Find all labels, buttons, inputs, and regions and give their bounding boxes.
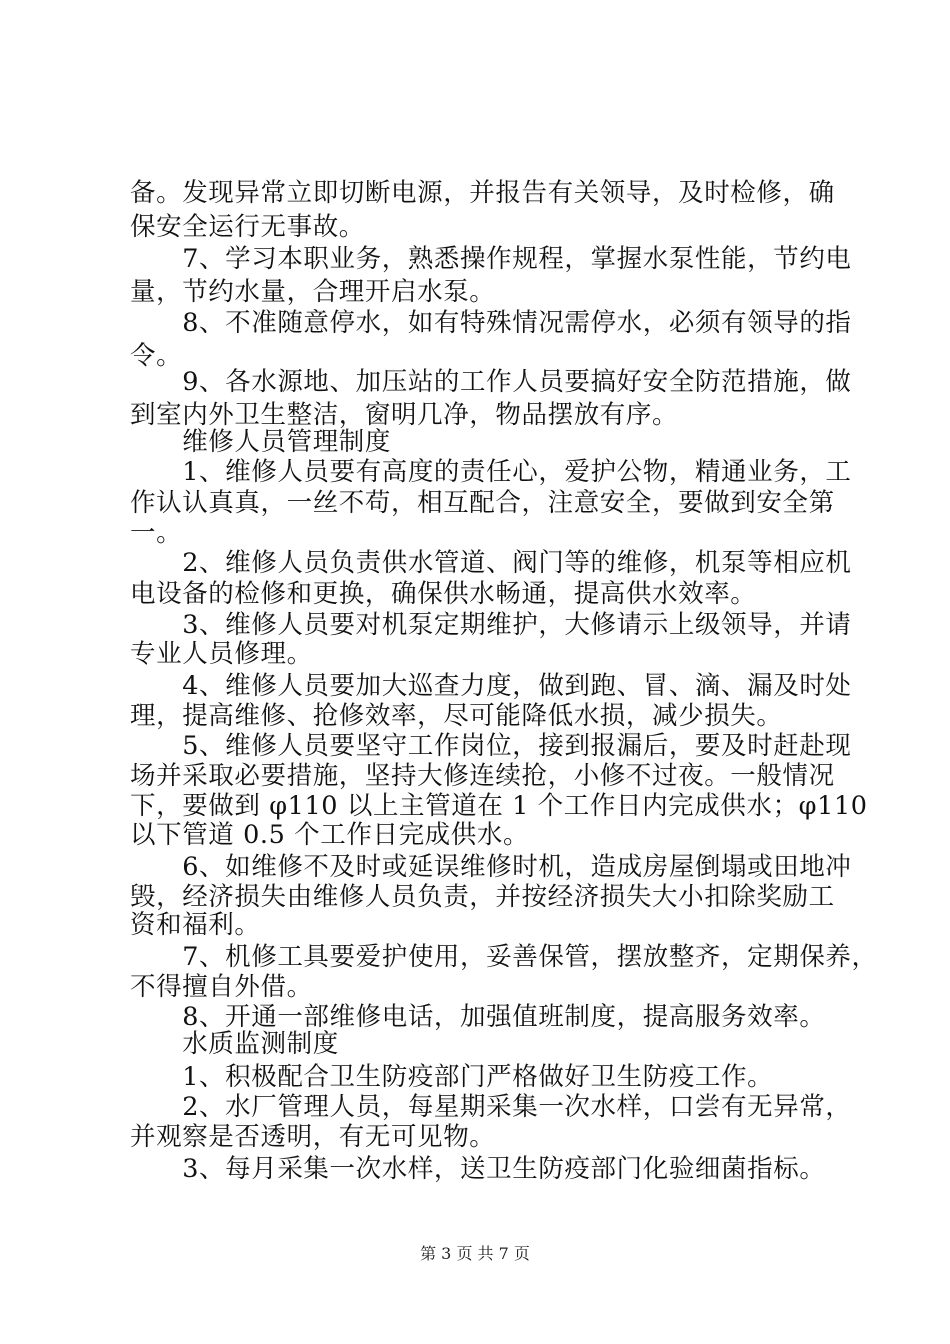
body-text-line: 4、维修人员要加大巡查力度，做到跑、冒、滴、漏及时处 bbox=[130, 671, 852, 701]
section-heading: 水质监测制度 bbox=[130, 1029, 339, 1059]
body-text-line: 场并采取必要措施，坚持大修连续抢，小修不过夜。一般情况 bbox=[130, 761, 835, 791]
body-text-line: 6、如维修不及时或延误维修时机，造成房屋倒塌或田地冲 bbox=[130, 852, 852, 882]
body-text-line: 作认认真真，一丝不苟，相互配合，注意安全，要做到安全第 bbox=[130, 488, 835, 518]
body-text-line: 1、维修人员要有高度的责任心，爱护公物，精通业务，工 bbox=[130, 457, 852, 487]
section-heading: 维修人员管理制度 bbox=[130, 427, 392, 457]
body-text-line: 1、积极配合卫生防疫部门严格做好卫生防疫工作。 bbox=[130, 1062, 774, 1092]
body-text-line: 2、维修人员负责供水管道、阀门等的维修，机泵等相应机 bbox=[130, 548, 852, 578]
body-text-line: 7、学习本职业务，熟悉操作规程，掌握水泵性能，节约电 bbox=[130, 244, 852, 274]
body-text-line: 并观察是否透明，有无可见物。 bbox=[130, 1122, 496, 1152]
body-text-line: 令。 bbox=[130, 341, 183, 371]
body-text-line: 量，节约水量，合理开启水泵。 bbox=[130, 277, 496, 307]
body-text-line: 毁，经济损失由维修人员负责，并按经济损失大小扣除奖励工 bbox=[130, 882, 835, 912]
body-text-line: 理，提高维修、抢修效率，尽可能降低水损，减少损失。 bbox=[130, 701, 783, 731]
body-text-line: 备。发现异常立即切断电源，并报告有关领导，及时检修，确 bbox=[130, 178, 835, 208]
body-text-line: 8、开通一部维修电话，加强值班制度，提高服务效率。 bbox=[130, 1002, 826, 1032]
body-text-line: 2、水厂管理人员，每星期采集一次水样，口尝有无异常， bbox=[130, 1092, 852, 1122]
body-text-line: 7、机修工具要爱护使用，妥善保管，摆放整齐，定期保养， bbox=[130, 942, 878, 972]
body-text-line: 以下管道 0.5 个工作日完成供水。 bbox=[130, 820, 530, 850]
body-text-line: 9、各水源地、加压站的工作人员要搞好安全防范措施，做 bbox=[130, 367, 852, 397]
body-text-line: 3、每月采集一次水样，送卫生防疫部门化验细菌指标。 bbox=[130, 1154, 826, 1184]
body-text-line: 电设备的检修和更换，确保供水畅通，提高供水效率。 bbox=[130, 579, 757, 609]
body-text-line: 3、维修人员要对机泵定期维护，大修请示上级领导，并请 bbox=[130, 610, 852, 640]
body-text-line: 一。 bbox=[130, 518, 183, 548]
body-text-line: 不得擅自外借。 bbox=[130, 972, 313, 1002]
body-text-line: 到室内外卫生整洁，窗明几净，物品摆放有序。 bbox=[130, 400, 679, 430]
page-number-footer: 第 3 页 共 7 页 bbox=[420, 1244, 530, 1263]
body-text-line: 专业人员修理。 bbox=[130, 639, 313, 669]
body-text-line: 保安全运行无事故。 bbox=[130, 212, 365, 242]
body-text-line: 5、维修人员要坚守工作岗位，接到报漏后，要及时赶赴现 bbox=[130, 731, 852, 761]
body-text-line: 资和福利。 bbox=[130, 910, 261, 940]
body-text-line: 下，要做到 φ110 以上主管道在 1 个工作日内完成供水；φ110 bbox=[130, 791, 868, 821]
body-text-line: 8、不准随意停水，如有特殊情况需停水，必须有领导的指 bbox=[130, 308, 852, 338]
